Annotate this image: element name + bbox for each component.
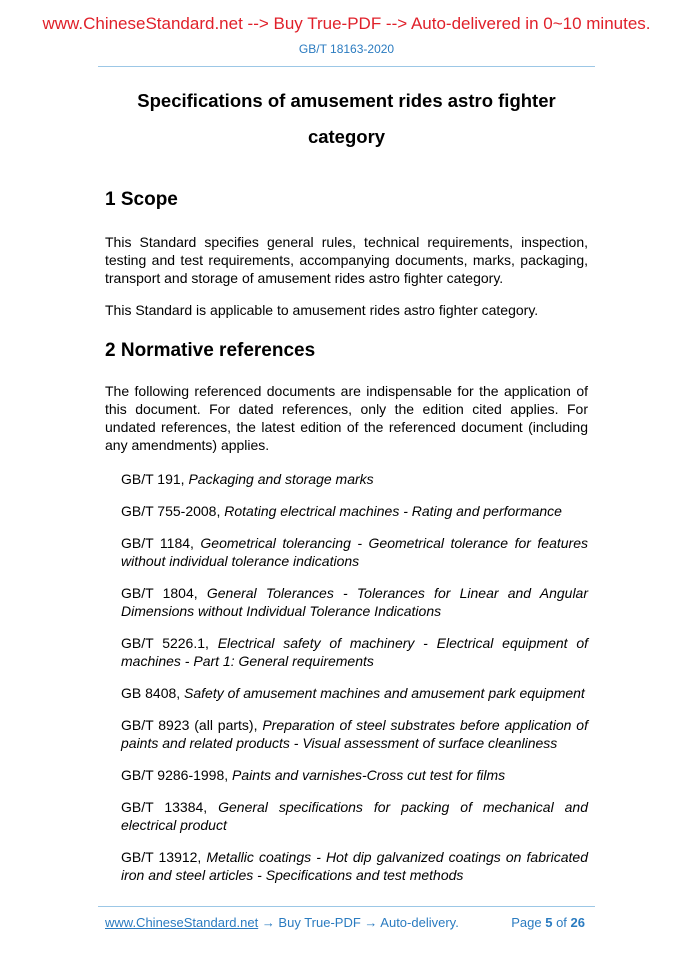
header-standard-code: GB/T 18163-2020: [298, 42, 395, 56]
reference-item: GB/T 191, Packaging and storage marks: [121, 471, 374, 487]
reference-item: GB/T 13912, Metallic coatings - Hot dip galvanized coatings on fabricated iron and steel articles - Specifications and test methods: [121, 849, 589, 883]
section-heading-scope: 1 Scope: [105, 189, 178, 210]
section-heading-normative-references: 2 Normative references: [105, 340, 316, 361]
promo-banner: www.ChineseStandard.net --> Buy True-PDF --> Auto-delivered in 0~10 minutes.: [42, 14, 651, 33]
reference-item: GB/T 13384, General specifications for packing of mechanical and electrical product: [121, 799, 588, 833]
reference-item: GB/T 755-2008, Rotating electrical machines - Rating and performance: [121, 503, 562, 519]
scope-paragraph-1: This Standard specifies general rules, technical requirements, inspection, testing and test requirements, accompanying documents, marks, packaging, transport and storage of amusement rides astro fighter category.: [105, 234, 588, 286]
reference-item: GB/T 1184, Geometrical tolerancing - Geometrical tolerance for features without individual tolerance indications: [121, 535, 588, 569]
footer-site-link[interactable]: www.ChineseStandard.net: [105, 915, 259, 930]
normative-references-paragraph: The following referenced documents are indispensable for the application of this document. For dated references, only the edition cited applies. For undated references, the latest edition of the referenced document (including any amendments) applies.: [105, 383, 588, 453]
header-divider: [98, 66, 595, 67]
document-title-line1: Specifications of amusement rides astro fighter: [137, 90, 556, 111]
reference-item: GB 8408, Safety of amusement machines and amusement park equipment: [121, 685, 585, 701]
reference-item: GB/T 5226.1, Electrical safety of machinery - Electrical equipment of machines - Part 1: General requirements: [121, 635, 589, 669]
reference-item: GB/T 1804, General Tolerances - Tolerances for Linear and Angular Dimensions without Individual Tolerance Indications: [121, 585, 589, 619]
reference-item: GB/T 9286-1998, Paints and varnishes-Cross cut test for films: [121, 767, 506, 783]
reference-item: GB/T 8923 (all parts), Preparation of steel substrates before application of paints and related products - Visual assessment of surface cleanliness: [121, 717, 588, 751]
scope-paragraph-2: This Standard is applicable to amusement rides astro fighter category.: [105, 302, 539, 318]
page-footer: [105, 915, 585, 930]
footer-tagline: → Buy True-PDF → Auto-delivery.: [258, 915, 459, 930]
footer-divider: [98, 906, 595, 907]
document-title-line2: category: [307, 126, 386, 147]
page-number: Page 5 of 26: [511, 915, 585, 930]
